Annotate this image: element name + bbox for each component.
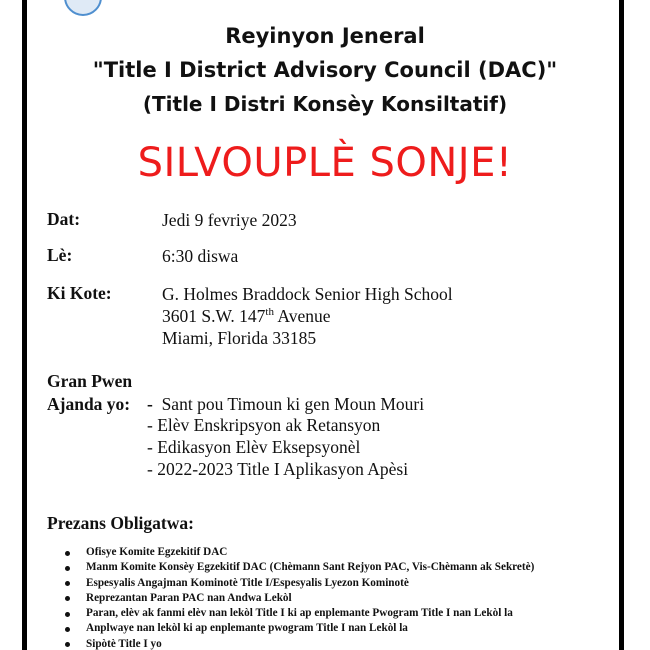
attendance-item: Reprezantan Paran PAC nan Andwa Lekòl [62,591,534,606]
date-label: Dat: [47,209,81,229]
bullet-icon [65,627,70,632]
agenda-title-line1: Gran Pwen [47,371,133,391]
bullet-icon [65,596,70,601]
agenda-title-line2: Ajanda yo: [47,394,131,414]
location-name: G. Holmes Braddock Senior High School [162,284,453,304]
location-street: 3601 S.W. 147th Avenue [162,306,331,326]
meeting-title: Reyinyon Jeneral [225,24,425,48]
attendance-item: Manm Komite Konsèy Egzekitif DAC (Chèmann Sant Rejyon PAC, Vis-Chèmann ak Sekretè) [62,560,534,575]
agenda-item: - Elèv Enskripsyon ak Retansyon [147,415,381,435]
attendance-title: Prezans Obligatwa: [47,513,194,533]
agenda-item: - Edikasyon Elèv Eksepsyonèl [147,437,361,457]
district-logo-icon [64,0,102,16]
bullet-icon [65,551,70,556]
bullet-icon [65,612,70,617]
bullet-icon [65,642,70,647]
council-name-english: "Title I District Advisory Council (DAC)" [92,58,558,82]
attendance-list [62,545,534,650]
agenda-item: - 2022-2023 Title I Aplikasyon Apèsi [147,459,409,479]
time-value: 6:30 diswa [162,246,239,266]
location-city: Miami, Florida 33185 [162,328,317,348]
reminder-banner: SILVOUPLÈ SONJE! [137,140,513,186]
attendance-item: Paran, elèv ak fanmi elèv nan lekòl Title I ki ap enplemante Pwogram Title I nan Lekòl la [62,606,534,621]
time-label: Lè: [47,245,73,265]
council-name-creole: (Title I Distri Konsèy Konsiltatif) [142,92,508,116]
attendance-item: Espesyalis Angajman Kominotè Title I/Espesyalis Lyezon Kominotè [62,576,534,591]
attendance-item: Ofisye Komite Egzekitif DAC [62,545,534,560]
bullet-icon [65,581,70,586]
bullet-icon [65,566,70,571]
attendance-item: Sipòtè Title I yo [62,637,534,650]
location-label: Ki Kote: [47,283,112,303]
date-value: Jedi 9 fevriye 2023 [162,210,297,230]
attendance-item: Anplwaye nan lekòl ki ap enplemante pwogram Title I nan Lekòl la [62,621,534,636]
agenda-item: - Sant pou Timoun ki gen Moun Mouri [147,394,425,414]
